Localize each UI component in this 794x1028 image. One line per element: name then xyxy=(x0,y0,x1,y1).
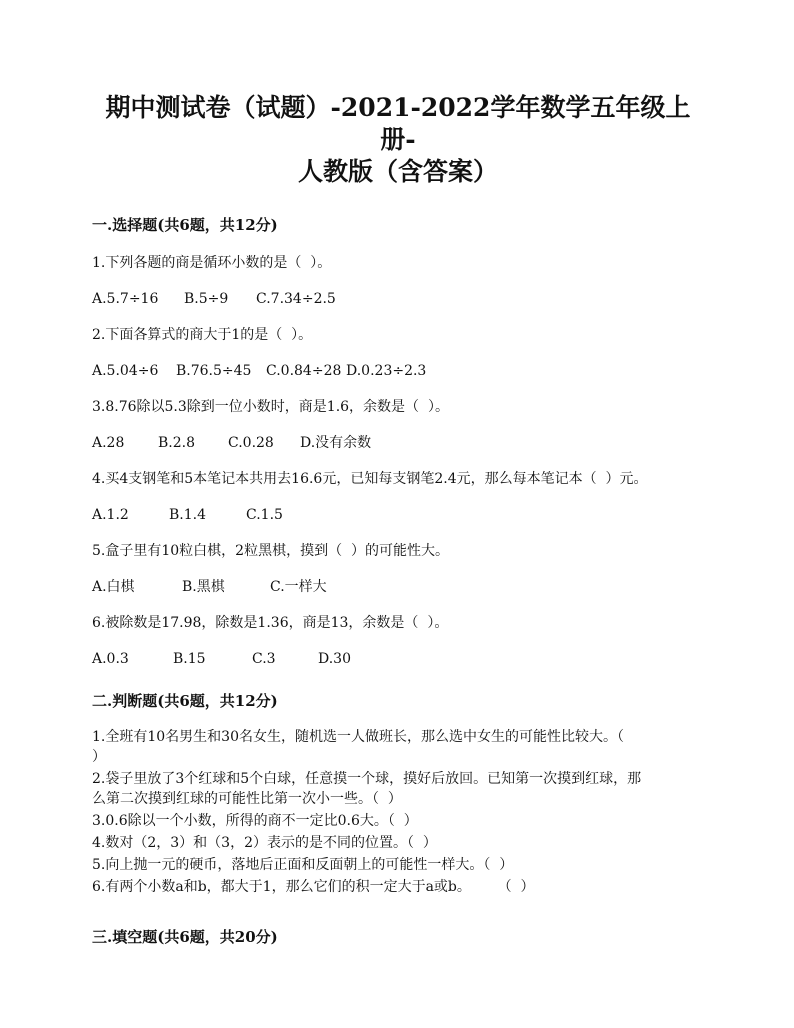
option-3a: A.28 xyxy=(92,435,125,451)
question-2: 2.下面各算式的商大于1的是（ ）。 xyxy=(92,327,313,343)
option-4b: B.1.4 xyxy=(169,507,207,523)
question-5: 5.盒子里有10粒白棋，2粒黑棋，摸到（ ）的可能性大。 xyxy=(92,543,449,559)
option-2d: D.0.23÷2.3 xyxy=(346,363,427,379)
option-6b: B.15 xyxy=(173,651,206,667)
title-line-1: 期中测试卷（试题）-2021-2022学年数学五年级上册- xyxy=(105,93,691,154)
options-4 xyxy=(92,505,704,525)
tf-item-6: 6.有两个小数a和b，都大于1，那么它们的积一定大于a或b。 （ ） xyxy=(92,879,535,895)
option-3c: C.0.28 xyxy=(228,435,274,451)
tf-item-3: 3.0.6除以一个小数，所得的商不一定比0.6大。（ ） xyxy=(92,813,418,829)
page-title xyxy=(92,92,704,188)
option-6d: D.30 xyxy=(318,651,351,667)
option-1a: A.5.7÷16 xyxy=(92,291,159,307)
options-1 xyxy=(92,289,704,309)
question-6: 6.被除数是17.98，除数是1.36，商是13，余数是（ ）。 xyxy=(92,615,449,631)
option-3b: B.2.8 xyxy=(158,435,196,451)
options-5 xyxy=(92,577,704,597)
options-6 xyxy=(92,649,704,669)
option-2b: B.76.5÷45 xyxy=(176,363,252,379)
question-4: 4.买4支钢笔和5本笔记本共用去16.6元，已知每支钢笔2.4元，那么每本笔记本（ ）元。 xyxy=(92,471,648,487)
option-1c: C.7.34÷2.5 xyxy=(256,291,336,307)
section-heading-true-false: 二.判断题(共6题，共12分) xyxy=(92,692,278,710)
option-1b: B.5÷9 xyxy=(184,291,229,307)
option-4a: A.1.2 xyxy=(92,507,129,523)
title-line-2: 人教版（含答案） xyxy=(297,157,498,186)
true-false-list xyxy=(92,727,704,897)
section-heading-fill-blank: 三.填空题(共6题，共20分) xyxy=(92,928,278,946)
option-4c: C.1.5 xyxy=(246,507,283,523)
options-3 xyxy=(92,433,704,453)
tf-item-2: 2.袋子里放了3个红球和5个白球，任意摸一个球，摸好后放回。已知第一次摸到红球，那 么第二次摸到红球的可能性比第一次小一些。（ ） xyxy=(92,771,642,807)
options-2 xyxy=(92,361,704,381)
question-3: 3.8.76除以5.3除到一位小数时，商是1.6，余数是（ ）。 xyxy=(92,399,449,415)
option-3d: D.没有余数 xyxy=(300,435,372,451)
option-2a: A.5.04÷6 xyxy=(92,363,159,379)
question-1: 1.下列各题的商是循环小数的是（ ）。 xyxy=(92,255,332,271)
option-2c: C.0.84÷28 xyxy=(266,363,342,379)
option-5a: A.白棋 xyxy=(92,579,135,595)
option-5c: C.一样大 xyxy=(270,579,327,595)
option-6c: C.3 xyxy=(252,651,276,667)
option-5b: B.黑棋 xyxy=(182,579,225,595)
tf-item-1: 1.全班有10名男生和30名女生，随机选一人做班长，那么选中女生的可能性比较大。（ ） xyxy=(92,729,624,765)
section-heading-choice: 一.选择题(共6题，共12分) xyxy=(92,216,278,234)
tf-item-4: 4.数对（2，3）和（3，2）表示的是不同的位置。（ ） xyxy=(92,835,437,851)
tf-item-5: 5.向上抛一元的硬币，落地后正面和反面朝上的可能性一样大。（ ） xyxy=(92,857,514,873)
option-6a: A.0.3 xyxy=(92,651,129,667)
